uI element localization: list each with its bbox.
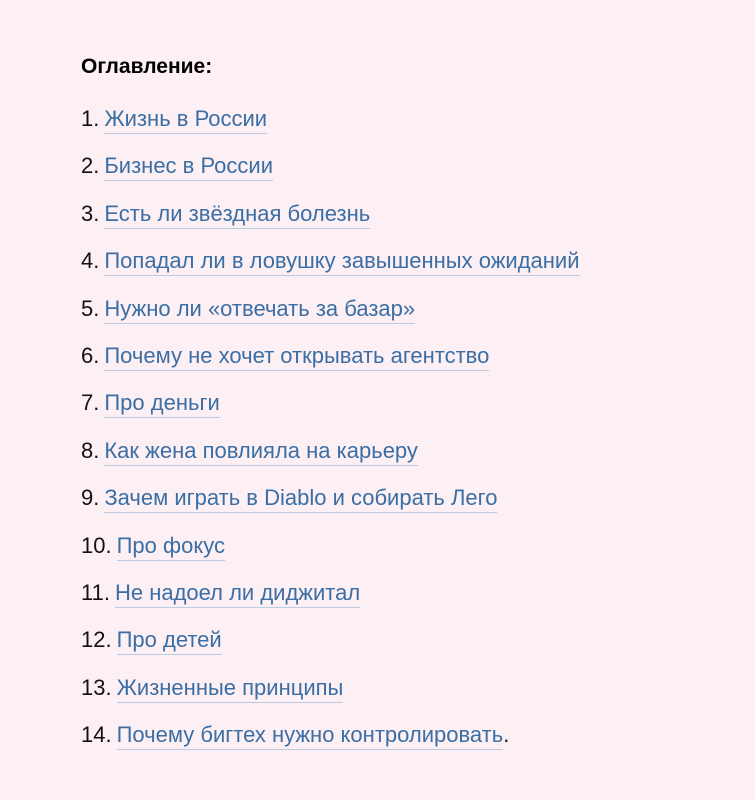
toc-item — [81, 569, 741, 616]
toc-item-number: 6. — [81, 342, 100, 368]
toc-item-number: 13. — [81, 674, 112, 700]
toc-link[interactable]: Про детей — [117, 627, 222, 655]
toc-link[interactable]: Зачем играть в Diablo и собирать Лего — [104, 485, 497, 513]
toc-link[interactable]: Про фокус — [117, 533, 225, 561]
toc-item-number: 4. — [81, 248, 100, 274]
toc-item — [81, 285, 741, 332]
toc-link[interactable]: Не надоел ли диджитал — [115, 580, 360, 608]
table-of-contents — [81, 53, 741, 758]
toc-item-number: 9. — [81, 485, 100, 511]
toc-item — [81, 95, 741, 142]
toc-list — [81, 95, 741, 758]
toc-link[interactable]: Есть ли звёздная болезнь — [104, 201, 370, 229]
toc-item — [81, 427, 741, 474]
toc-link[interactable]: Почему не хочет открывать агентство — [104, 343, 489, 371]
toc-item-number: 1. — [81, 106, 100, 131]
toc-item-number: 8. — [81, 437, 100, 463]
toc-item — [81, 616, 741, 663]
toc-item-number: 5. — [81, 295, 100, 321]
toc-item-number: 12. — [81, 627, 112, 653]
toc-link[interactable]: Про деньги — [104, 390, 219, 418]
toc-link[interactable]: Как жена повлияла на карьеру — [104, 438, 418, 466]
toc-link[interactable]: Жизненные принципы — [117, 675, 344, 703]
toc-item — [81, 474, 741, 521]
toc-item — [81, 379, 741, 426]
toc-title: Оглавление: — [81, 55, 213, 78]
toc-item — [81, 522, 741, 569]
toc-item-number: 2. — [81, 153, 100, 179]
toc-link[interactable]: Бизнес в России — [104, 153, 273, 181]
toc-item-number: 3. — [81, 200, 100, 226]
toc-item — [81, 190, 741, 237]
toc-link[interactable]: Попадал ли в ловушку завышенных ожиданий — [104, 248, 579, 276]
toc-item-number: 7. — [81, 390, 100, 416]
toc-item-number: 10. — [81, 532, 112, 558]
toc-link[interactable]: Жизнь в России — [104, 106, 267, 134]
toc-item — [81, 237, 741, 284]
toc-item — [81, 142, 741, 189]
toc-item-number: 11. — [81, 579, 110, 605]
toc-item — [81, 664, 741, 711]
toc-item — [81, 332, 741, 379]
toc-item — [81, 711, 741, 758]
toc-link[interactable]: Почему бигтех нужно контролировать — [117, 722, 504, 750]
toc-item-suffix: . — [503, 722, 510, 748]
toc-item-number: 14. — [81, 722, 112, 748]
toc-link[interactable]: Нужно ли «отвечать за базар» — [104, 296, 415, 324]
